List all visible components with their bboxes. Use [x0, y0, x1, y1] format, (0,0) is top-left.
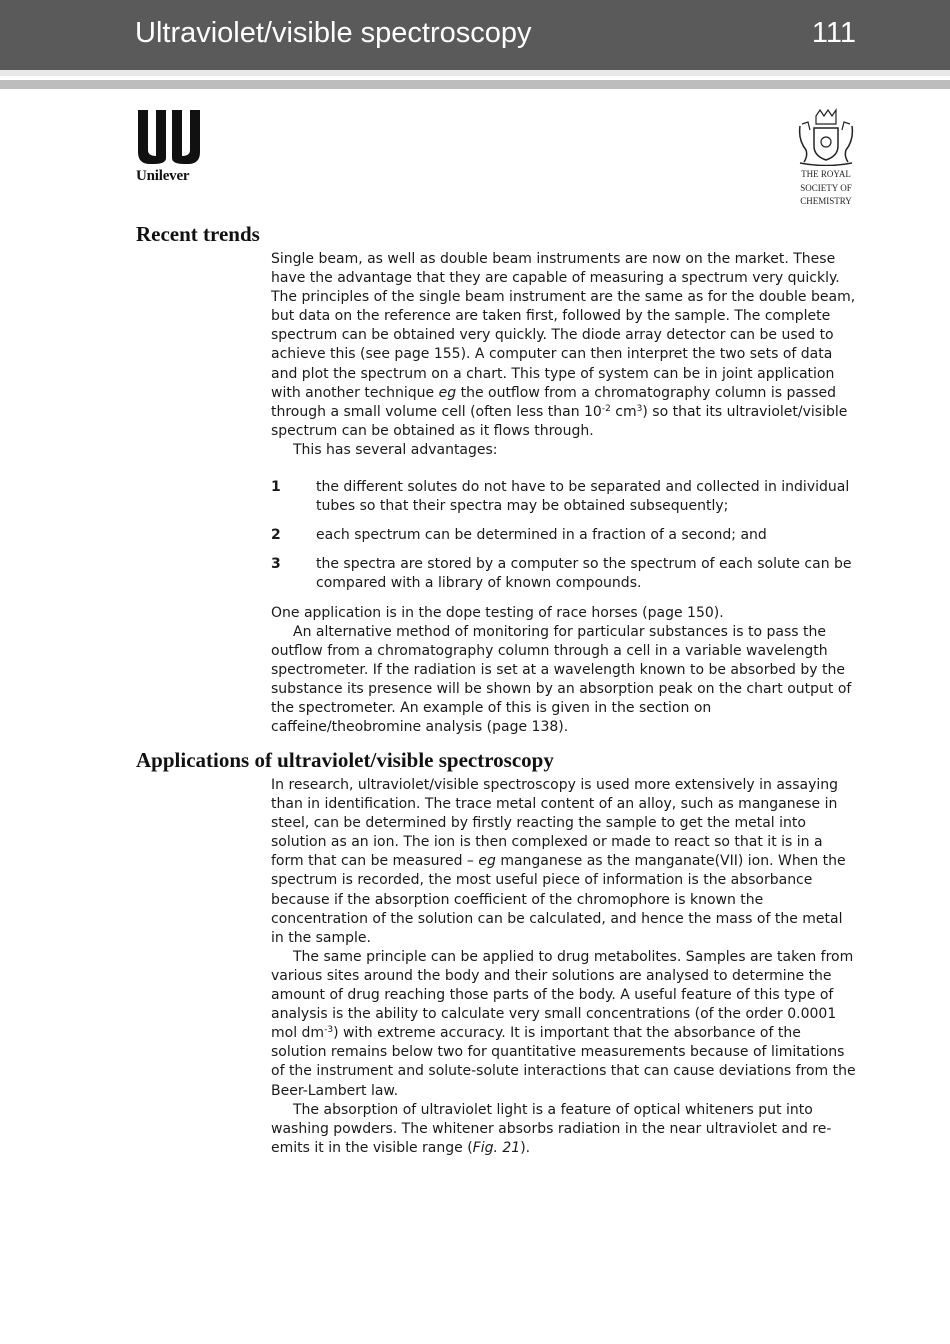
header-title: Ultraviolet/visible spectroscopy: [135, 17, 532, 49]
applications-paragraph-3: The absorption of ultraviolet light is a feature of optical whiteners put into washing powders. The whitener absorbs radiation in the near ultraviolet and re-emits it in the visible range (Fig. 21).: [271, 1101, 832, 1156]
rsc-name: [786, 168, 866, 209]
list-text: the different solutes do not have to be separated and collected in individual tubes so that their spectra may be obtained subsequently;: [316, 479, 850, 515]
recent-trends-heading: Recent trends: [136, 222, 260, 246]
rsc-line-2: SOCIETY OF: [800, 182, 852, 193]
list-text: each spectrum can be determined in a fraction of a second; and: [316, 527, 767, 544]
unilever-logo: [136, 108, 206, 185]
list-item: [271, 478, 857, 516]
rsc-crest-icon: [794, 106, 858, 166]
page-header: [0, 0, 950, 70]
recent-trends-paragraph-4: An alternative method of monitoring for particular substances is to pass the outflow from a chromatography column through a cell in a variable wavelength spectrometer. If the radiation is set at a wavelength known to be absorbed by the substance its presence will be shown by an absorption peak on the chart output of the spectrometer. An example of this is given in the section on caffeine/theobromine analysis (page 138).: [271, 623, 852, 736]
applications-body: [271, 776, 857, 1158]
header-rule: [0, 80, 950, 89]
recent-trends-paragraph-3: One application is in the dope testing of race horses (page 150).: [271, 604, 724, 621]
list-text: the spectra are stored by a computer so the spectrum of each solute can be compared with a library of known compounds.: [316, 556, 852, 592]
list-item: [271, 526, 857, 545]
applications-paragraph-1: In research, ultraviolet/visible spectroscopy is used more extensively in assaying than in identification. The trace metal content of an alloy, such as manganese in steel, can be determined by firstly reacting the sample to get the metal into solution as an ion. The ion is then complexed or made to react so that it is in a form that can be measured – eg manganese as the manganate(VII) ion. When the spectrum is recorded, the most useful piece of information is the absorbance because if the absorption coefficient of the chromophore is known the concentration of the solution can be calculated, and hence the mass of the metal in the sample.: [271, 777, 846, 946]
recent-trends-paragraph-2: This has several advantages:: [293, 441, 498, 458]
list-item: [271, 555, 857, 593]
page-number: 111: [811, 17, 856, 49]
applications-heading: Applications of ultraviolet/visible spectroscopy: [136, 748, 554, 772]
applications-paragraph-2: The same principle can be applied to drug metabolites. Samples are taken from various sites around the body and their solutions are analysed to determine the amount of drug reaching those parts of the body. A useful feature of this type of analysis is the ability to calculate very small concentrations (of the order 0.0001 mol $dm^{-3}$) with extreme accuracy. It is important that the absorbance of the solution remains below two for quantitative measurements because of limitations of the instrument and solute-solute interactions that can cause deviations from the Beer-Lambert law.: [271, 948, 856, 1099]
rsc-logo: [786, 106, 866, 209]
recent-trends-body: [271, 250, 857, 737]
rsc-line-1: THE ROYAL: [801, 169, 851, 179]
header-shadow: [0, 70, 950, 76]
rsc-line-3: CHEMISTRY: [800, 196, 852, 206]
recent-trends-paragraph-1: Single beam, as well as double beam instruments are now on the market. These have the advantage that they are capable of measuring a spectrum very quickly. The principles of the single beam instrument are the same as for the double beam, but data on the reference are taken first, followed by the sample. The complete spectrum can be obtained very quickly. The diode array detector can be used to achieve this (see page 155). A computer can then interpret the two sets of data and plot the spectrum on a chart. This type of system can be in joint application with another technique eg the outflow from a chromatography column is passed through a small volume cell (often less than $10^{-2}$ $cm^3$) so that its ultraviolet/visible spectrum can be obtained as it flows through.: [271, 251, 856, 439]
unilever-u-icon: [136, 108, 202, 166]
list-number: 2: [271, 527, 281, 544]
list-number: 3: [271, 556, 281, 573]
list-number: 1: [271, 479, 281, 496]
unilever-wordmark: Unilever: [136, 168, 190, 184]
